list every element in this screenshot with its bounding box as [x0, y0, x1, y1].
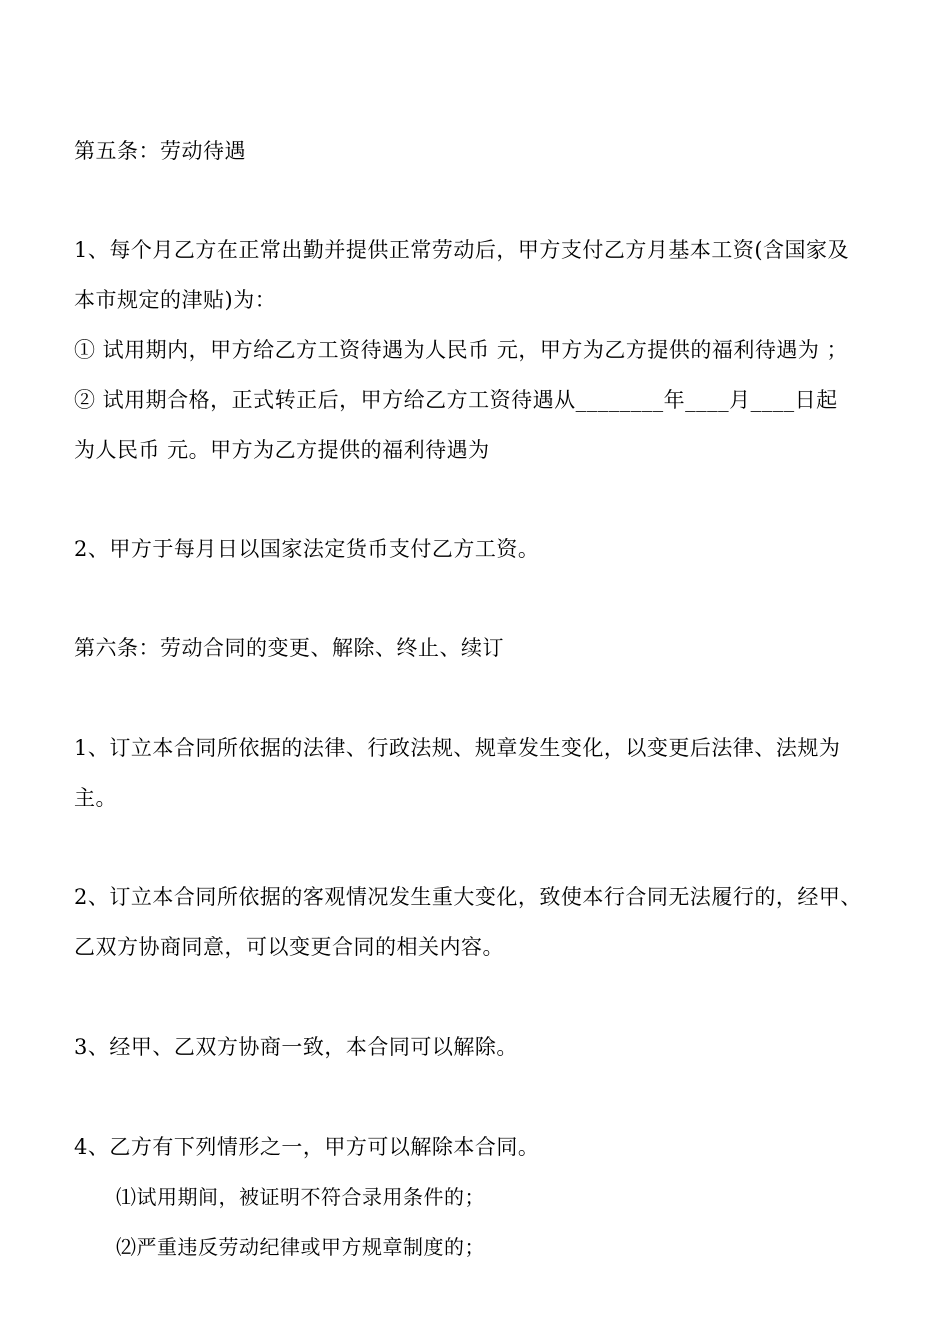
article5-heading: 第五条：劳动待遇 [74, 139, 246, 163]
article6-item2-line2: 乙双方协商同意，可以变更合同的相关内容。 [74, 935, 504, 959]
article6-item4-sub1: ⑴试用期间，被证明不符合录用条件的； [116, 1185, 485, 1209]
article6-item3: 3、经甲、乙双方协商一致，本合同可以解除。 [74, 1035, 518, 1059]
article6-item4-sub2: ⑵严重违反劳动纪律或甲方规章制度的； [116, 1235, 485, 1259]
article6-item4: 4、乙方有下列情形之一，甲方可以解除本合同。 [74, 1135, 540, 1159]
article5-item1-line1: 1、每个月乙方在正常出勤并提供正常劳动后，甲方支付乙方月基本工资(含国家及 [74, 238, 850, 262]
article5-item1-line2: 本市规定的津贴)为： [74, 288, 277, 312]
article5-item2: 2、甲方于每月日以国家法定货币支付乙方工资。 [74, 537, 540, 561]
article5-item1-sub2-line1: ② 试用期合格，正式转正后，甲方给乙方工资待遇从________年____月____日起 [74, 388, 838, 412]
article6-item2-line1: 2、订立本合同所依据的客观情况发生重大变化，致使本行合同无法履行的，经甲、 [74, 885, 862, 909]
article5-item1-sub2-line2: 为人民币 元。甲方为乙方提供的福利待遇为 [74, 438, 490, 462]
article5-item1-sub1: ① 试用期内，甲方给乙方工资待遇为人民币 元，甲方为乙方提供的福利待遇为 ； [74, 338, 849, 362]
article6-item1-line1: 1、订立本合同所依据的法律、行政法规、规章发生变化，以变更后法律、法规为 [74, 736, 841, 760]
article6-item1-line2: 主。 [74, 786, 117, 810]
article6-heading: 第六条：劳动合同的变更、解除、终止、续订 [74, 636, 504, 660]
